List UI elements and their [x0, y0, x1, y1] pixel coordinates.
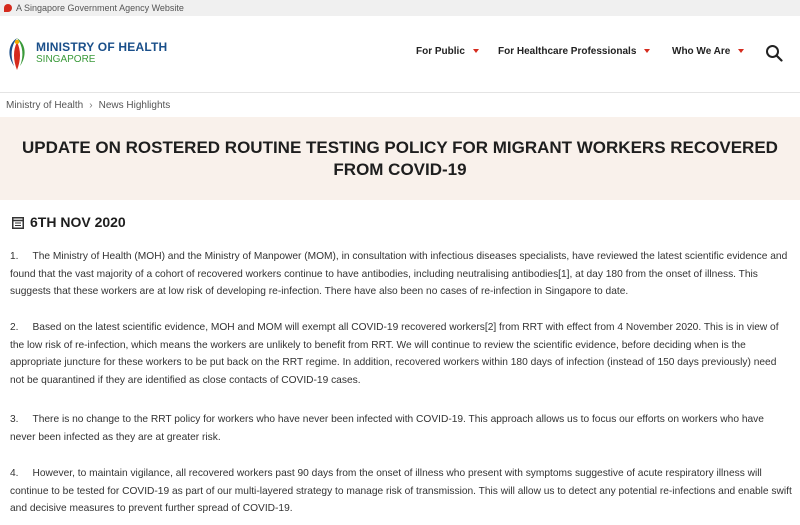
- breadcrumb-item-news-highlights[interactable]: News Highlights: [98, 100, 171, 111]
- gov-banner-text: A Singapore Government Agency Website: [16, 3, 184, 13]
- paragraph-number: 4.: [10, 468, 19, 479]
- nav-who-we-are[interactable]: [672, 46, 744, 57]
- breadcrumb: [6, 100, 170, 111]
- paragraph-number: 1.: [10, 251, 19, 262]
- article-paragraph: [10, 411, 792, 446]
- breadcrumb-item-ministry-of-health[interactable]: Ministry of Health: [6, 100, 84, 111]
- title-banner: [0, 117, 800, 200]
- logo-subtitle: SINGAPORE: [36, 54, 96, 65]
- site-header: [0, 16, 800, 93]
- nav-for-public-label: For Public: [416, 46, 465, 57]
- nav-for-healthcare-professionals-label: For Healthcare Professionals: [498, 46, 637, 57]
- paragraph-text: There is no change to the RRT policy for workers who have never been infected with COVID-19. This approach allows us to focus our efforts on workers who have never been infected as they are at greater risk.: [10, 414, 764, 443]
- moh-logo-icon[interactable]: [4, 36, 30, 74]
- paragraph-text: The Ministry of Health (MOH) and the Ministry of Manpower (MOM), in consultation with infectious diseases specialists, have reviewed the latest scientific evidence and found that the vast majority of a cohort of recovered workers continue to have antibodies, including neutralising antibodies[1], at day 180 from the onset of illness. This suggests that these workers are at low risk of developing re-infection. There have also been no cases of re-infection in Singapore to date.: [10, 251, 788, 297]
- nav-for-healthcare-professionals[interactable]: [498, 46, 650, 57]
- article-paragraph: [10, 465, 792, 518]
- paragraph-number: 2.: [10, 322, 19, 333]
- calendar-icon: [12, 216, 24, 229]
- caret-down-icon: [473, 49, 479, 53]
- publish-date: 6TH NOV 2020: [30, 214, 126, 230]
- paragraph-text: However, to maintain vigilance, all recovered workers past 90 days from the onset of illness who present with symptoms suggestive of acute respiratory illness will continue to be tested for COVID-19 as part of our multi-layered strategy to manage risk of transmission. This will allow us to detect any potential re-infections and enable swift and decisive measures to prevent further spread of COVID-19.: [10, 468, 792, 514]
- caret-down-icon: [738, 49, 744, 53]
- paragraph-text: Based on the latest scientific evidence, MOH and MOM will exempt all COVID-19 recovered workers[2] from RRT with effect from 4 November 2020. This is in view of the low risk of re-infection, which means the workers are unlikely to benefit from RRT. We will continue to review the scientific evidence, before deciding when is the appropriate juncture for these workers to be put back on the RRT regime. In addition, recovered workers within 180 days of infection (instead of 150 days previously) need not be quarantined if they are identified as close contacts of COVID-19 cases.: [10, 322, 779, 386]
- article-paragraph: [10, 248, 792, 301]
- search-icon[interactable]: [765, 44, 783, 62]
- article-paragraph: [10, 319, 792, 389]
- caret-down-icon: [644, 49, 650, 53]
- logo-title[interactable]: MINISTRY OF HEALTH: [36, 40, 168, 54]
- chevron-right-icon: ›: [89, 100, 93, 111]
- paragraph-number: 3.: [10, 414, 19, 425]
- nav-for-public[interactable]: [416, 46, 479, 57]
- gov-banner: [0, 0, 800, 16]
- page-title: UPDATE ON ROSTERED ROUTINE TESTING POLICY FOR MIGRANT WORKERS RECOVERED FROM COVID-19: [22, 137, 778, 179]
- nav-who-we-are-label: Who We Are: [672, 46, 731, 57]
- lion-head-icon: [4, 4, 12, 12]
